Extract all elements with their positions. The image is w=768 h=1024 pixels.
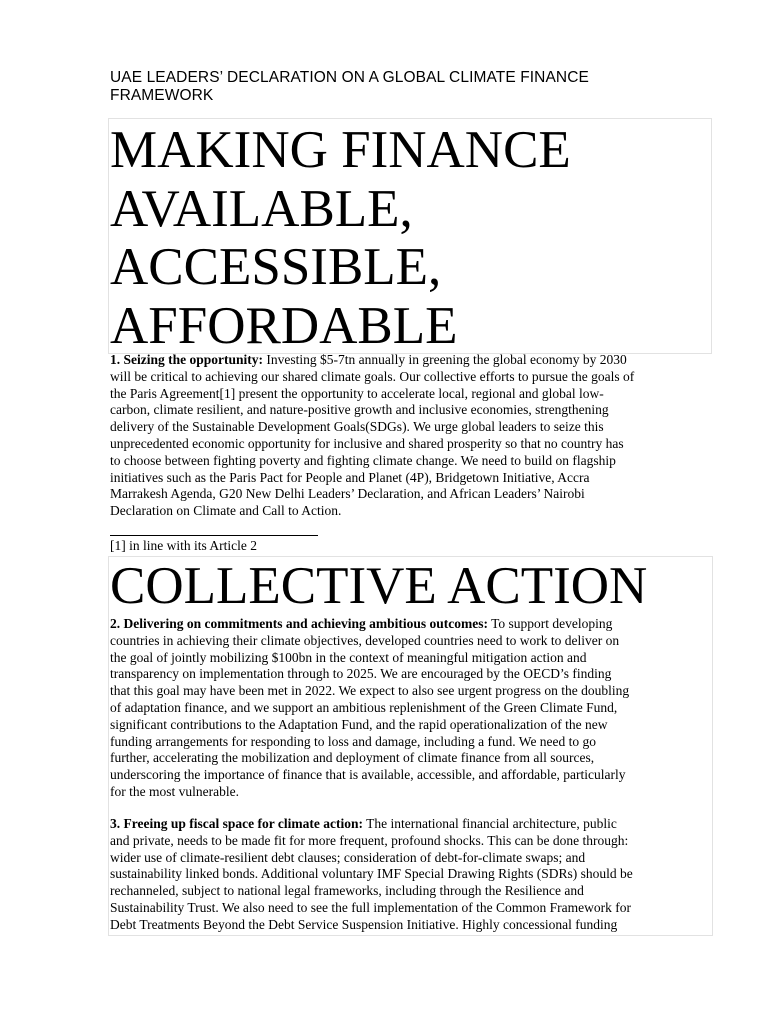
paragraph-line: significant contributions to the Adaptation Fund, and the rapid operationalization of the new: [110, 716, 608, 732]
paragraph-line: rechanneled, subject to national legal frameworks, including through the Resilience and: [110, 883, 584, 899]
heading-line: MAKING FINANCE: [110, 121, 571, 179]
document-title-line: UAE LEADERS’ DECLARATION ON A GLOBAL CLIMATE FINANCE: [110, 69, 589, 86]
document-title-line: FRAMEWORK: [110, 87, 214, 104]
paragraph-line: wider use of climate-resilient debt clauses; consideration of debt-for-climate swaps; and: [110, 849, 586, 865]
paragraph-line: Sustainability Trust. We also need to see the full implementation of the Common Framework for: [110, 899, 631, 915]
paragraph-line: unprecedented economic opportunity for inclusive and shared prosperity so that no country has: [110, 435, 624, 451]
paragraph-line: of adaptation finance, and we support an ambitious replenishment of the Green Climate Fund,: [110, 699, 618, 715]
paragraph-line: Debt Treatments Beyond the Debt Service Suspension Initiative. Highly concessional funding: [110, 916, 618, 932]
paragraph-line: initiatives such as the Paris Pact for People and Planet (4P), Bridgetown Initiative, Accra: [110, 469, 590, 485]
paragraph-line: the goal of jointly mobilizing $100bn in the context of meaningful mitigation action and: [110, 649, 587, 665]
paragraph-line: carbon, climate resilient, and nature-positive growth and inclusive economies, strengthening: [110, 402, 609, 418]
paragraph-line: underscoring the importance of finance that is available, accessible, and affordable, particularly: [110, 767, 626, 783]
paragraph-line: [110, 616, 714, 633]
document-title: [110, 69, 710, 105]
paragraph-line: Declaration on Climate and Call to Action.: [110, 503, 342, 519]
paragraph-line: and private, needs to be made fit for more frequent, profound shocks. This can be done through:: [110, 832, 629, 848]
paragraph-line: transparency on implementation through to 2025. We are encouraged by the OECD’s finding: [110, 666, 612, 682]
paragraph-text: Investing $5-7tn annually in greening the global economy by 2030: [263, 352, 627, 367]
paragraph-text: The international financial architecture, public: [362, 816, 617, 831]
paragraph-line: Marrakesh Agenda, G20 New Delhi Leaders’ Declaration, and African Leaders’ Nairobi: [110, 486, 585, 502]
paragraph-line: countries in achieving their climate objectives, developed countries need to work to deliver on: [110, 632, 620, 648]
paragraph-delivering-commitments: [110, 616, 714, 801]
paragraph-fiscal-space: [110, 816, 714, 934]
paragraph-line: [110, 352, 714, 369]
paragraph-seizing-opportunity: [110, 352, 714, 520]
footnote-separator: [110, 535, 318, 536]
paragraph-line: [110, 816, 714, 833]
paragraph-line: the Paris Agreement[1] present the opportunity to accelerate local, regional and global low-: [110, 385, 604, 401]
paragraph-lead: 2. Delivering on commitments and achieving ambitious outcomes:: [110, 616, 488, 631]
footnote: [1] in line with its Article 2: [110, 538, 257, 553]
paragraph-line: that this goal may have been met in 2022. We expect to also see urgent progress on the doubling: [110, 683, 630, 699]
paragraph-line: funding arrangements for responding to loss and damage, including a fund. We need to go: [110, 733, 597, 749]
paragraph-line: sustainability linked bonds. Additional voluntary IMF Special Drawing Rights (SDRs) should be: [110, 866, 633, 882]
paragraph-line: will be critical to achieving our shared climate goals. Our collective efforts to pursue the goals of: [110, 368, 635, 384]
section-heading-collective-action: COLLECTIVE ACTION: [110, 557, 648, 615]
section-heading-making-finance: [110, 121, 571, 355]
paragraph-line: delivery of the Sustainable Development Goals(SDGs). We urge global leaders to seize this: [110, 419, 604, 435]
paragraph-line: further, accelerating the mobilization and deployment of climate finance from all sources,: [110, 750, 595, 766]
paragraph-lead: 3. Freeing up fiscal space for climate action:: [110, 816, 363, 831]
paragraph-line: to choose between fighting poverty and fighting climate change. We need to build on flagship: [110, 452, 616, 468]
heading-line: AFFORDABLE: [110, 296, 458, 355]
heading-line: ACCESSIBLE,: [110, 238, 442, 296]
paragraph-lead: 1. Seizing the opportunity:: [110, 352, 264, 367]
paragraph-line: for the most vulnerable.: [110, 783, 239, 799]
heading-line: AVAILABLE,: [110, 179, 413, 238]
paragraph-text: To support developing: [487, 616, 613, 631]
